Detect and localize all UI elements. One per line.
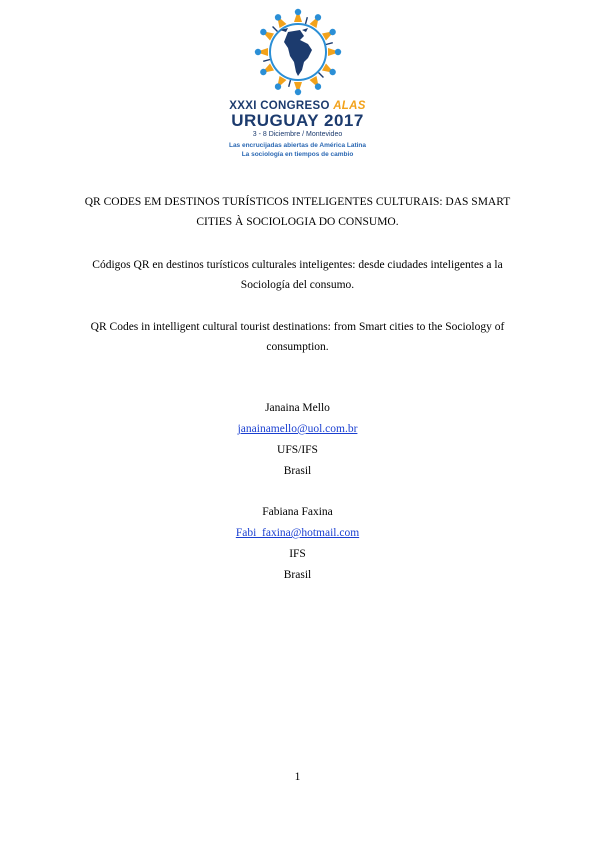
logo-tagline-2: La sociología en tiempos de cambio (241, 151, 354, 158)
title-line: QR CODES EM DESTINOS TURÍSTICOS INTELIGENTES CULTURAIS: DAS SMART (84, 196, 511, 208)
author-name: Janaina Mello (265, 402, 330, 414)
title-line: consumption. (266, 341, 329, 353)
logo-tagline-1: Las encrucijadas abiertas de América Latina (228, 142, 367, 149)
title-line: QR Codes in intelligent cultural tourist destinations: from Smart cities to the Sociology of (90, 321, 505, 333)
author-block (0, 502, 595, 586)
logo-alas-brand: ALAS (333, 100, 366, 112)
logo-congress-text: XXXI CONGRESO (229, 100, 334, 112)
title-line: Sociología del consumo. (240, 279, 355, 291)
logo-dates: 3 - 8 Diciembre / Montevideo (252, 131, 343, 138)
title-spanish (60, 255, 535, 295)
title-line: CITIES À SOCIOLOGIA DO CONSUMO. (196, 216, 399, 228)
author-affiliation: UFS/IFS (277, 444, 318, 456)
author-block (0, 398, 595, 482)
author-country: Brasil (283, 465, 312, 477)
author-name: Fabiana Faxina (262, 506, 333, 518)
author-affiliation: IFS (289, 548, 306, 560)
congress-logo (0, 8, 595, 163)
title-english (60, 317, 535, 357)
page-number: 1 (294, 771, 301, 783)
author-email-link[interactable]: Fabi_faxina@hotmail.com (235, 527, 360, 539)
author-country: Brasil (283, 569, 312, 581)
logo-event-title: URUGUAY 2017 (231, 111, 364, 130)
title-line: Códigos QR en destinos turísticos culturales inteligentes: desde ciudades inteligentes a la (92, 259, 503, 271)
sun-with-latin-america-map-icon (252, 8, 344, 96)
title-portuguese (60, 192, 535, 232)
author-email-link[interactable]: janainamello@uol.com.br (237, 423, 358, 435)
